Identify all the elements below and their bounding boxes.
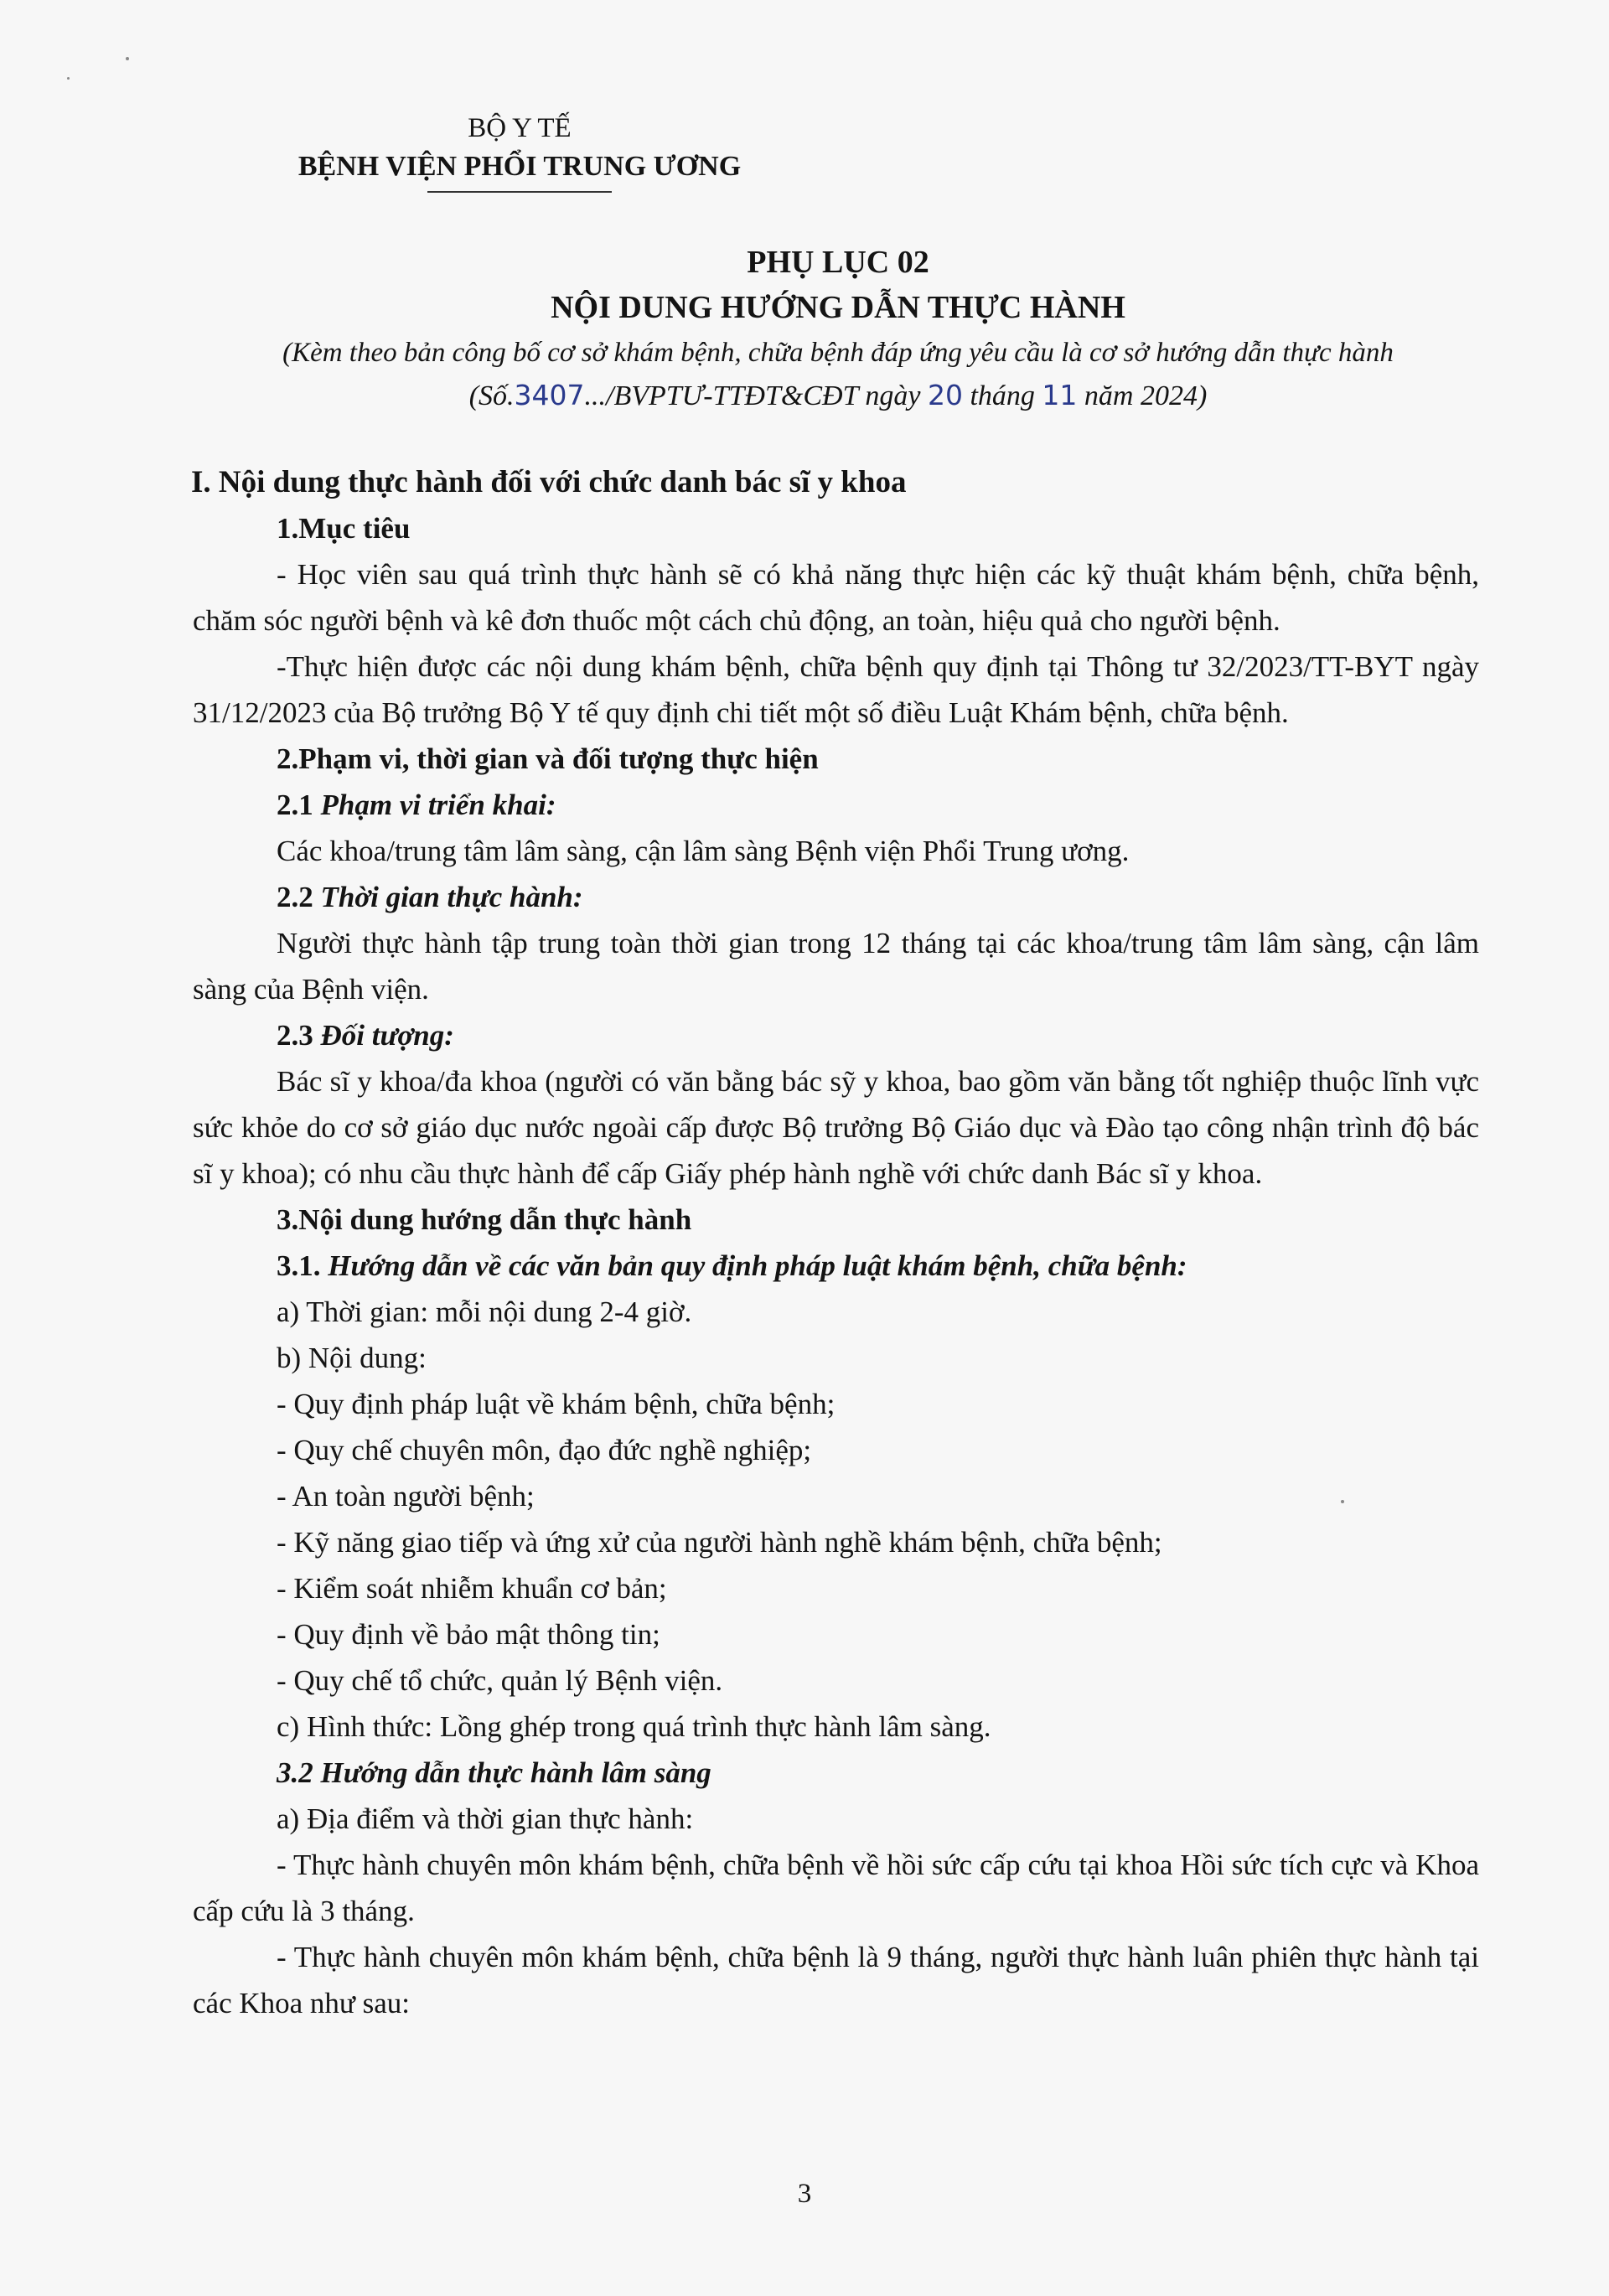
list-item: a) Thời gian: mỗi nội dung 2-4 giờ. <box>277 1295 692 1328</box>
ref-month-handwritten: 11 <box>1042 379 1078 411</box>
scan-speck <box>67 77 70 80</box>
list-item: - Quy định pháp luật về khám bệnh, chữa bệnh; <box>277 1388 836 1420</box>
paragraph: -Thực hiện được các nội dung khám bệnh, chữa bệnh quy định tại Thông tư 32/2023/TT-BYT ngày 31/12/2023 của Bộ trưởng Bộ Y tế quy định chi tiết một số điều Luật Khám bệnh, chữa bệnh. <box>193 650 1479 729</box>
section-heading: I. Nội dung thực hành đối với chức danh bác sĩ y khoa <box>191 465 907 499</box>
ministry-name: BỘ Y TẾ <box>468 113 572 143</box>
ref-mid: .../BVPTƯ-TTĐT&CĐT ngày <box>584 380 921 411</box>
list-item: - Quy định về bảo mật thông tin; <box>277 1618 660 1651</box>
appendix-title: PHỤ LỤC 02 <box>747 245 929 280</box>
issuing-agency-block <box>251 109 788 193</box>
subsection-heading: 3.2 Hướng dẫn thực hành lâm sàng <box>277 1756 711 1789</box>
subsection-title: Hướng dẫn về các văn bản quy định pháp luật khám bệnh, chữa bệnh: <box>328 1249 1187 1282</box>
document-reference <box>151 374 1525 418</box>
paragraph: - Thực hành chuyên môn khám bệnh, chữa bệnh về hồi sức cấp cứu tại khoa Hồi sức tích cực và Khoa cấp cứu là 3 tháng. <box>193 1849 1479 1927</box>
content-heading: 3.Nội dung hướng dẫn thực hành <box>277 1203 692 1236</box>
subsection-heading <box>193 1012 1479 1058</box>
ref-number-handwritten: 3407 <box>514 379 585 411</box>
list-item: - Quy chế tổ chức, quản lý Bệnh viện. <box>277 1664 723 1697</box>
document-body <box>193 459 1479 2026</box>
ref-prefix: (Số. <box>468 380 515 411</box>
ref-suffix: năm 2024) <box>1084 380 1208 411</box>
ref-day-handwritten: 20 <box>927 379 963 411</box>
paragraph: Người thực hành tập trung toàn thời gian trong 12 tháng tại các khoa/trung tâm lâm sàng, cận lâm sàng của Bệnh viện. <box>193 927 1479 1006</box>
list-item: c) Hình thức: Lồng ghép trong quá trình thực hành lâm sàng. <box>277 1710 991 1743</box>
subsection-heading <box>193 1243 1479 1289</box>
subsection-number: 2.1 <box>277 789 321 821</box>
subsection-number: 2.2 <box>277 881 321 913</box>
subsection-number: 3.1. <box>277 1249 329 1282</box>
subsection-heading <box>193 782 1479 828</box>
ref-month-label: tháng <box>970 380 1035 411</box>
list-item: - Kỹ năng giao tiếp và ứng xử của người hành nghề khám bệnh, chữa bệnh; <box>277 1526 1162 1559</box>
subsection-number: 2.3 <box>277 1019 321 1052</box>
document-title: NỘI DUNG HƯỚNG DẪN THỰC HÀNH <box>551 290 1125 325</box>
scope-heading: 2.Phạm vi, thời gian và đối tượng thực hiện <box>277 742 819 775</box>
paragraph: Bác sĩ y khoa/đa khoa (người có văn bằng bác sỹ y khoa, bao gồm văn bằng tốt nghiệp thuộc lĩnh vực sức khỏe do cơ sở giáo dục nước ngoài cấp được Bộ trưởng Bộ Giáo dục và Đào tạo công nhận trình độ bác sĩ y khoa); có nhu cầu thực hành để cấp Giấy phép hành nghề với chức danh Bác sĩ y khoa. <box>193 1065 1479 1190</box>
subsection-title: Phạm vi triển khai: <box>320 789 556 821</box>
paragraph: - Thực hành chuyên môn khám bệnh, chữa bệnh là 9 tháng, người thực hành luân phiên thực hành tại các Khoa như sau: <box>193 1941 1479 2019</box>
list-item: a) Địa điểm và thời gian thực hành: <box>277 1802 694 1835</box>
subsection-heading <box>193 874 1479 920</box>
document-subtitle: (Kèm theo bản công bố cơ sở khám bệnh, chữa bệnh đáp ứng yêu cầu là cơ sở hướng dẫn thực hành <box>282 338 1394 368</box>
paragraph: Các khoa/trung tâm lâm sàng, cận lâm sàng Bệnh viện Phổi Trung ương. <box>277 835 1130 867</box>
paragraph: - Học viên sau quá trình thực hành sẽ có khả năng thực hiện các kỹ thuật khám bệnh, chữa bệnh, chăm sóc người bệnh và kê đơn thuốc một cách chủ động, an toàn, hiệu quả cho người bệnh. <box>193 558 1479 637</box>
list-item: - Quy chế chuyên môn, đạo đức nghề nghiệp; <box>277 1434 812 1466</box>
subsection-title: Thời gian thực hành: <box>320 881 583 913</box>
goal-heading: 1.Mục tiêu <box>277 512 411 545</box>
subsection-title: Đối tượng: <box>320 1019 454 1052</box>
list-item: - Kiểm soát nhiễm khuẩn cơ bản; <box>277 1572 667 1605</box>
list-item: b) Nội dung: <box>277 1342 427 1374</box>
header-underline <box>427 191 612 193</box>
list-item: - An toàn người bệnh; <box>277 1480 535 1513</box>
hospital-name: BỆNH VIỆN PHỔI TRUNG ƯƠNG <box>297 151 742 182</box>
scan-speck <box>126 57 129 60</box>
page-number: 3 <box>797 2179 812 2209</box>
title-block <box>151 240 1525 418</box>
